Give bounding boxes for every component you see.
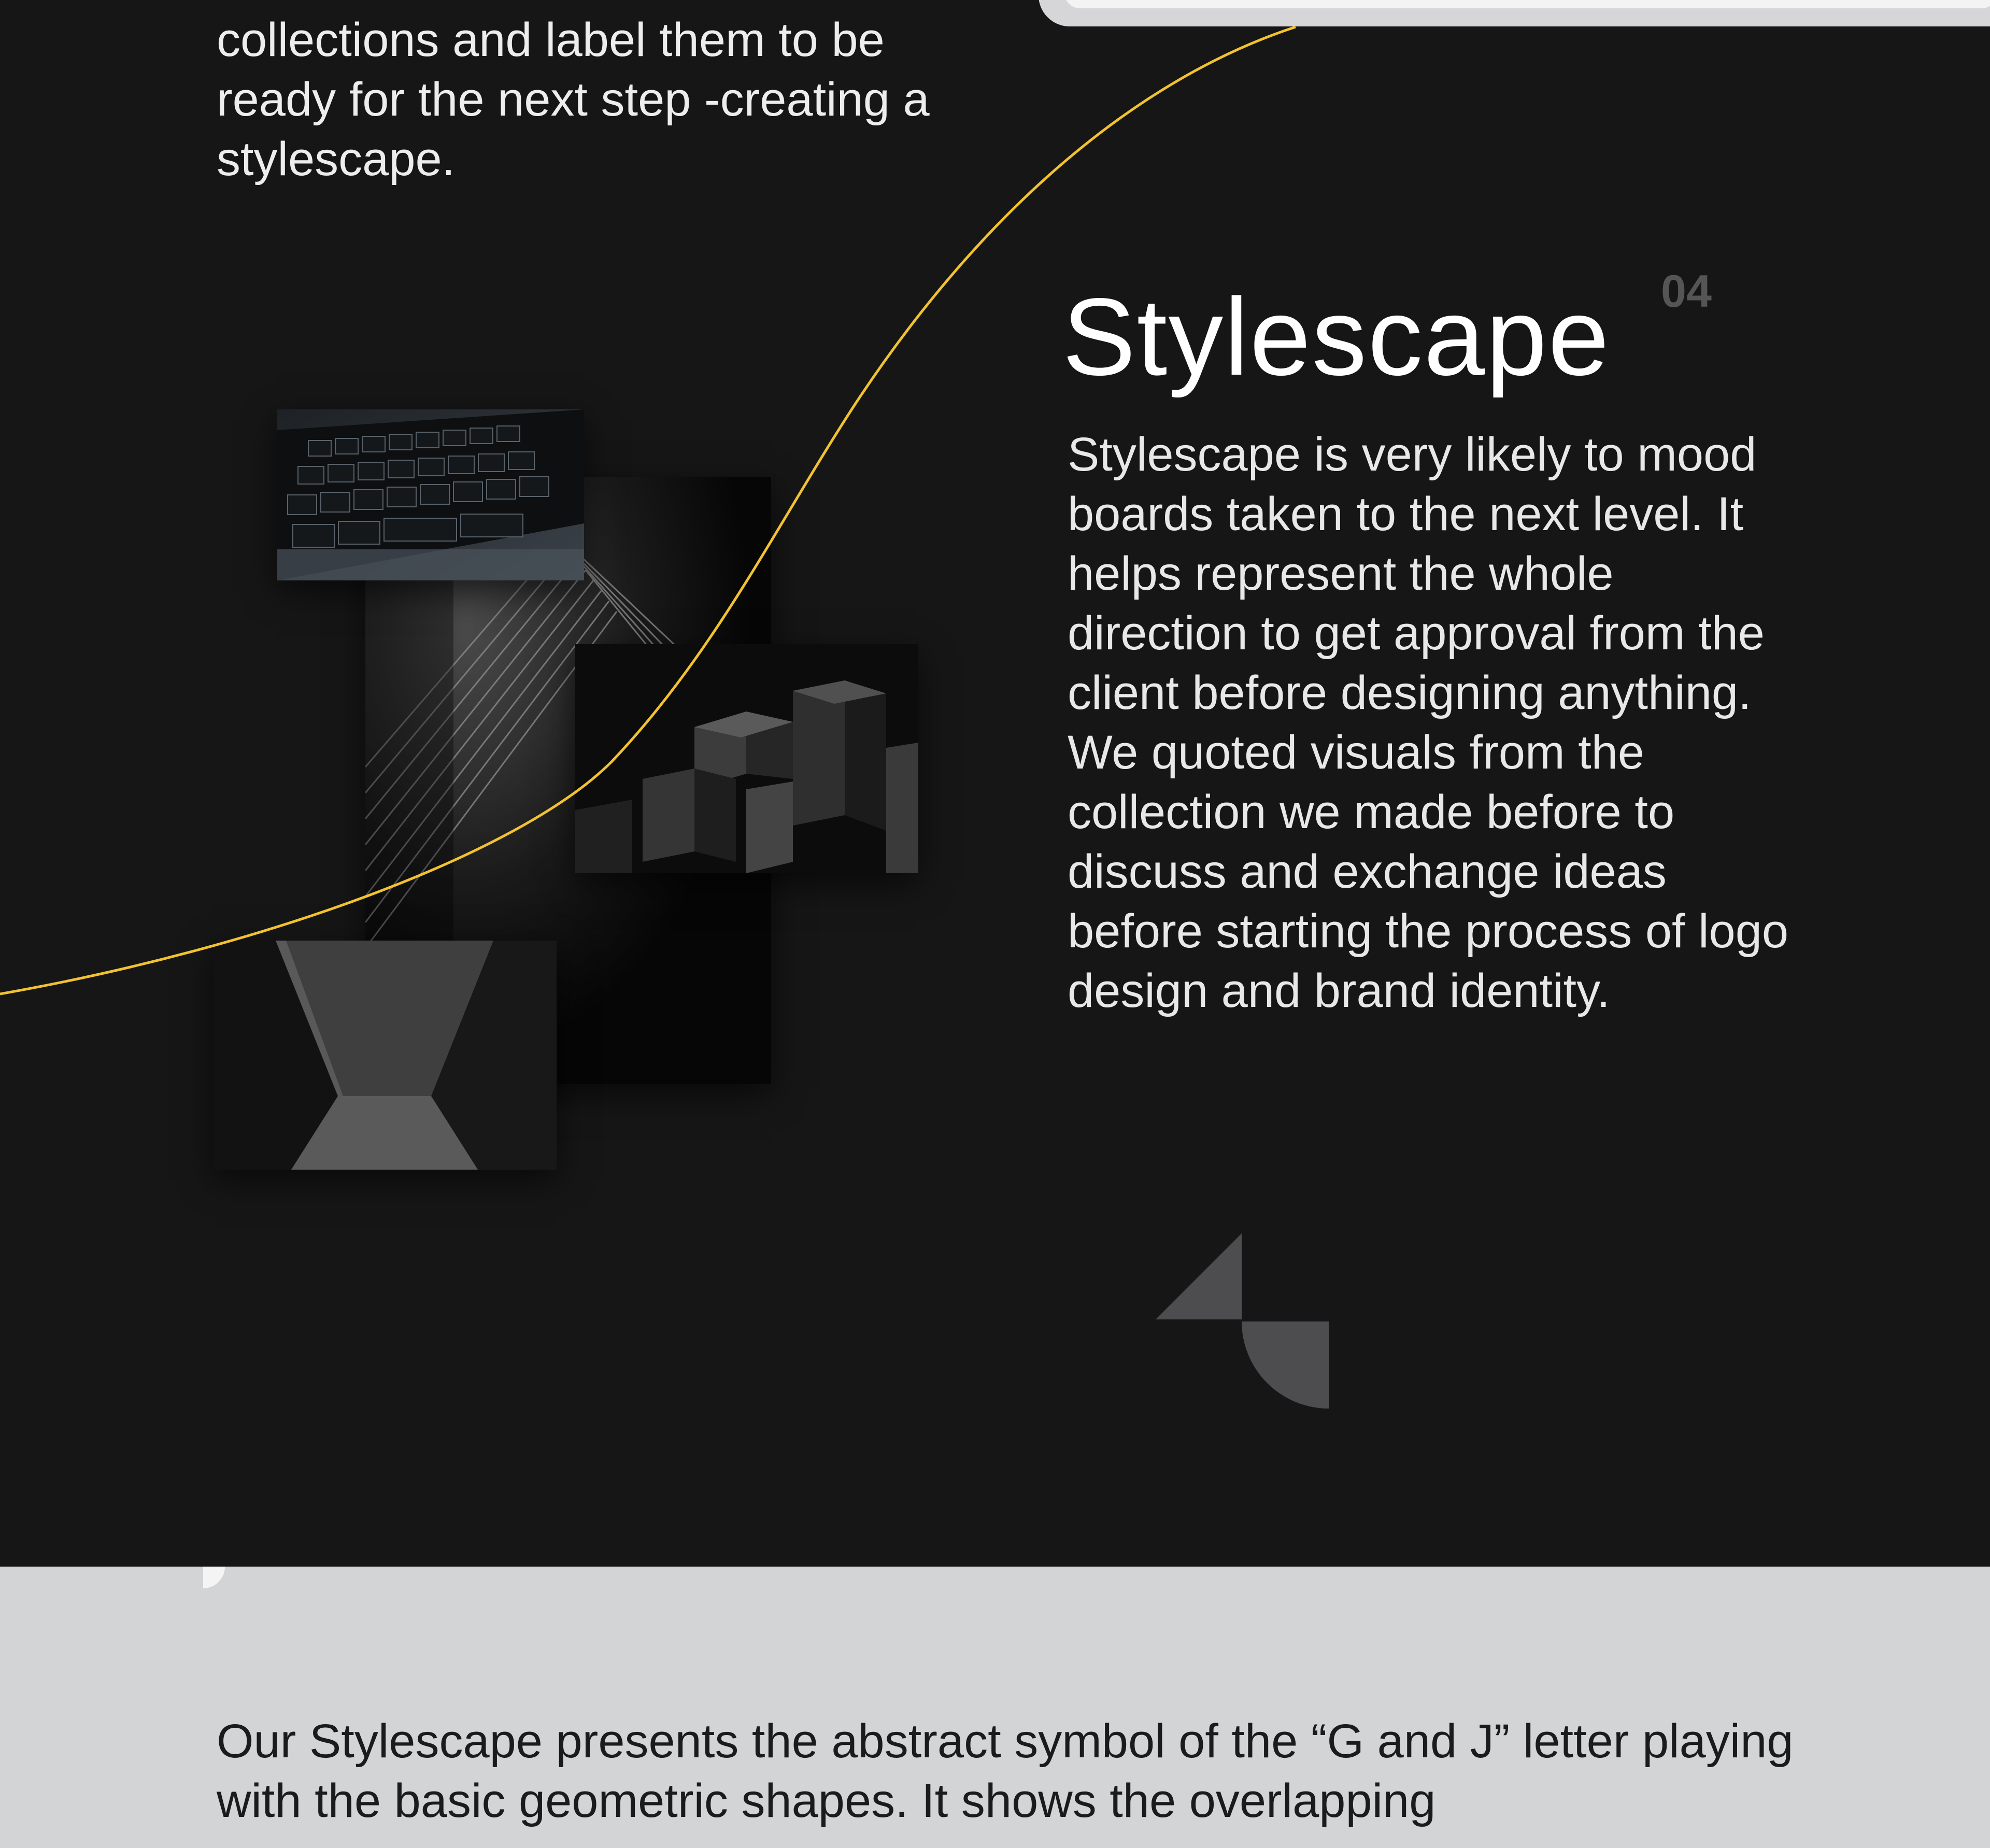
decorative-quarter-shape <box>203 1567 234 1588</box>
section-title: Stylescape <box>1062 275 1611 398</box>
closing-paragraph: Our Stylescape presents the abstract symbol of the “G and J” letter playing with the basic geometric shapes. It shows the overlapping <box>217 1715 1794 1827</box>
intro-paragraph: collections and label them to be ready for the next step -creating a stylescape. <box>217 13 930 186</box>
section-number: 04 <box>1661 265 1712 317</box>
section-body: Stylescape is very likely to mood boards taken to the next level. It helps represent the whole direction to get approval from the client before designing anything. We quoted visuals from the collection we made before to discuss and exchange ideas before starting the process of logo design and brand identity. <box>1068 428 1789 1017</box>
gj-symbol-icon <box>1156 1233 1332 1410</box>
light-section <box>0 1567 1990 1848</box>
